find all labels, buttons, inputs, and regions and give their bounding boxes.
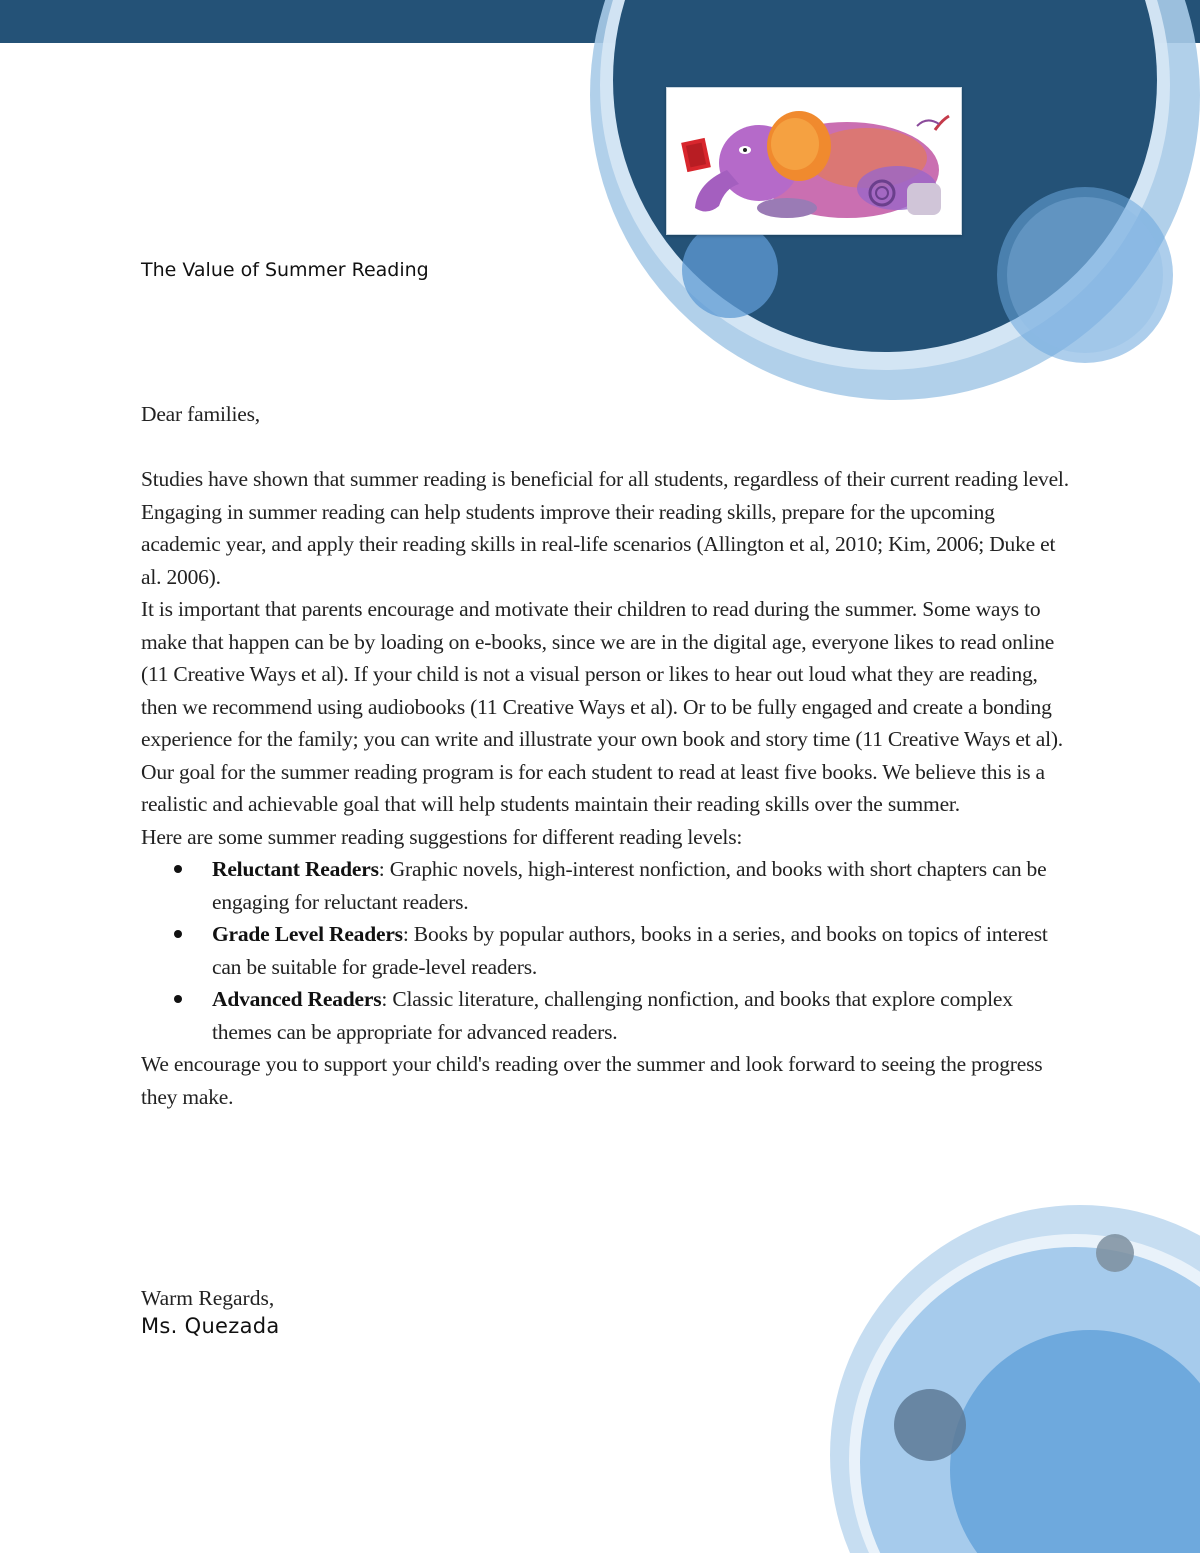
suggestion-level: Advanced Readers [212,987,382,1011]
elephant-reading-book-icon [667,88,961,234]
bottom-right-circle [830,1205,1200,1553]
list-item [212,918,1071,983]
suggestion-list [141,853,1071,1048]
list-item [212,983,1071,1048]
letter-body [141,398,1071,1113]
bullet-icon [174,995,182,1003]
paragraph-suggestions-intro: Here are some summer reading suggestions for different reading levels: [141,824,743,849]
elephant-reading-illustration [666,87,962,235]
greeting: Dear families, [141,402,260,426]
suggestion-text: : Books by popular authors, books in a series, and books on topics of interest can be suitable for grade-level readers. [212,922,1048,979]
paragraph-goal: Our goal for the summer reading program is for each student to read at least five books. We believe this is a realistic and achievable goal that will help students maintain their reading skills over the summer. [141,759,1045,816]
suggestion-level: Grade Level Readers [212,922,403,946]
suggestion-level: Reluctant Readers [212,857,379,881]
closing: Warm Regards, [141,1286,275,1310]
bullet-icon [174,930,182,938]
letter-title: The Value of Summer Reading [141,259,429,281]
suggestion-text: : Graphic novels, high-interest nonfiction, and books with short chapters can be engaging for reluctant readers. [212,857,1047,914]
paragraph-closing: We encourage you to support your child's reading over the summer and look forward to seeing the progress they make. [141,1052,1043,1109]
paragraph-encourage: It is important that parents encourage and motivate their children to read during the summer. Some ways to make that happen can be by loading on e-books, since we are in the digital age, everyone likes to read online (11 Creative Ways et al). If your child is not a visual person or likes to hear out loud what they are reading, then we recommend using audiobooks (11 Creative Ways et al). Or to be fully engaged and create a bonding experience for the family; you can write and illustrate your own book and story time (11 Creative Ways et al). [141,597,1063,751]
paragraph-research: Studies have shown that summer reading is beneficial for all students, regardless of their current reading level. Engaging in summer reading can help students improve their reading skills, prepare for the upcoming academic year, and apply their reading skills in real-life scenarios (Allington et al, 2010; Kim, 2006; Duke et al. 2006). [141,467,1069,589]
list-item [212,853,1071,918]
suggestion-text: : Classic literature, challenging nonfiction, and books that explore complex themes can be appropriate for advanced readers. [212,987,1013,1044]
bullet-icon [174,865,182,873]
signature: Ms. Quezada [141,1314,280,1338]
